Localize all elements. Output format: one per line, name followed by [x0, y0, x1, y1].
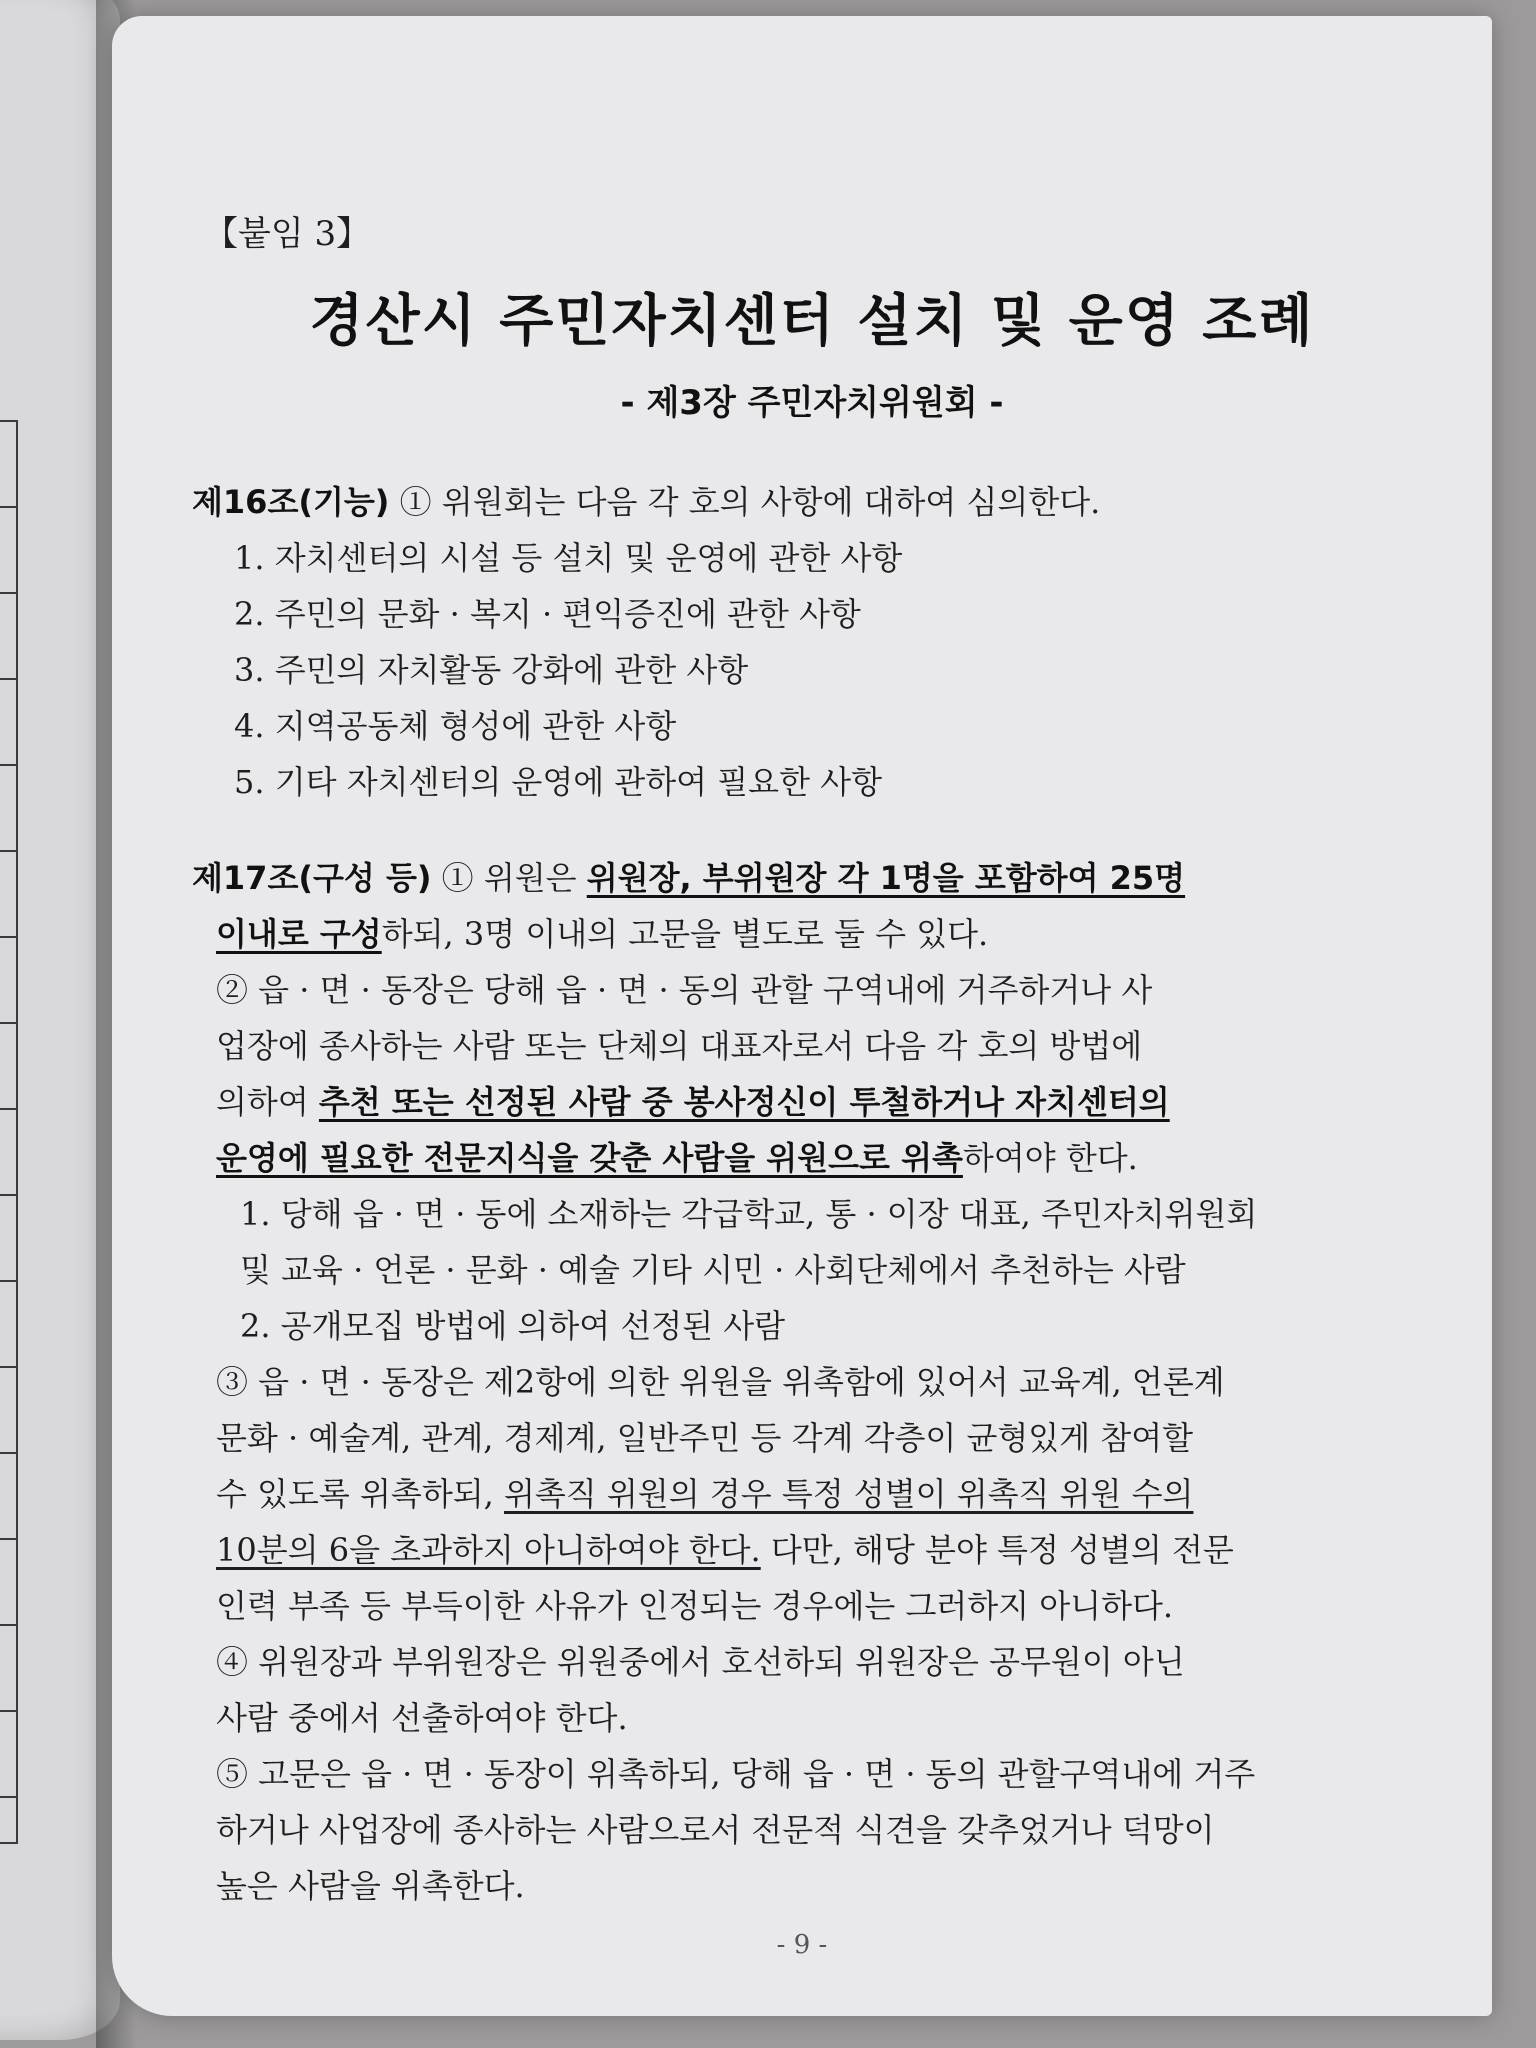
- clause-2-line: [216, 1074, 1432, 1130]
- article-16-heading: 제16조(기능): [192, 483, 390, 521]
- clause-2-emphasis: 운영에 필요한 전문지식을 갖춘 사람을 위원으로 위촉: [216, 1139, 963, 1177]
- clause-3-line: 인력 부족 등 부득이한 사유가 인정되는 경우에는 그러하지 아니하다.: [216, 1587, 1174, 1625]
- clause-4-line: 사람 중에서 선출하여야 한다.: [216, 1699, 628, 1737]
- clause-3-underline: 10분의 6을 초과하지 아니하여야 한다.: [216, 1531, 761, 1569]
- clause-5-line: ⑤ 고문은 읍 · 면 · 동장이 위촉하되, 당해 읍 · 면 · 동의 관할구역내에 거주: [216, 1755, 1256, 1793]
- clause-3-tail: 다만, 해당 분야 특정 성별의 전문: [760, 1531, 1234, 1569]
- clause-3-line: [216, 1466, 1432, 1522]
- clause-1-tail: 하되, 3명 이내의 고문을 별도로 둘 수 있다.: [381, 915, 989, 953]
- clause-2-lead: 의하여: [216, 1083, 319, 1121]
- page-subtitle: - 제3장 주민자치위원회 -: [620, 383, 1004, 423]
- attachment-label: 【붙임 3】: [204, 214, 371, 254]
- clause-3-lead: 수 있도록 위촉하되,: [216, 1475, 504, 1513]
- clause-2-item-1-cont: 및 교육 · 언론 · 문화 · 예술 기타 시민 · 사회단체에서 추천하는 사람: [240, 1251, 1186, 1289]
- page-content: [192, 206, 1432, 1914]
- article-17: [192, 850, 1432, 1914]
- article-16-text: ① 위원회는 다음 각 호의 사항에 대하여 심의한다.: [389, 483, 1101, 521]
- clause-2-emphasis: 추천 또는 선정된 사람 중 봉사정신이 투철하거나 자치센터의: [318, 1083, 1170, 1121]
- clause-4-line: ④ 위원장과 부위원장은 위원중에서 호선하되 위원장은 공무원이 아닌: [216, 1643, 1185, 1681]
- clause-5-line: 하거나 사업장에 종사하는 사람으로서 전문적 식견을 갖추었거나 덕망이: [216, 1811, 1215, 1849]
- clause-3-line: [216, 1522, 1432, 1578]
- clause-3-line: ③ 읍 · 면 · 동장은 제2항에 의한 위원을 위촉함에 있어서 교육계, 언론계: [216, 1363, 1225, 1401]
- clause-2-item-1: 1. 당해 읍 · 면 · 동에 소재하는 각급학교, 통 · 이장 대표, 주민자치위원회: [240, 1195, 1258, 1233]
- document-page: [112, 16, 1492, 2016]
- clause-1-emphasis: 이내로 구성: [216, 915, 382, 953]
- list-item: 4. 지역공동체 형성에 관한 사항: [234, 707, 677, 745]
- clause-1-emphasis: 위원장, 부위원장 각 1명을 포함하여 25명: [586, 859, 1186, 897]
- list-item: 3. 주민의 자치활동 강화에 관한 사항: [234, 651, 749, 689]
- clause-5-line: 높은 사람을 위촉한다.: [216, 1867, 525, 1905]
- clause-2-line: ② 읍 · 면 · 동장은 당해 읍 · 면 · 동의 관할 구역내에 거주하거나 사: [216, 971, 1153, 1009]
- clause-2-tail: 하여야 한다.: [962, 1139, 1138, 1177]
- article-17-line: [192, 850, 1432, 906]
- clause-1-lead: ① 위원은: [431, 859, 587, 897]
- article-17-heading: 제17조(구성 등): [192, 859, 432, 897]
- page-title: 경산시 주민자치센터 설치 및 운영 조례: [309, 289, 1315, 354]
- clause-3-underline: 위촉직 위원의 경우 특정 성별이 위촉직 위원 수의: [503, 1475, 1194, 1513]
- clause-2-item-2: 2. 공개모집 방법에 의하여 선정된 사람: [240, 1307, 786, 1345]
- list-item: 2. 주민의 문화 · 복지 · 편익증진에 관한 사항: [234, 595, 861, 633]
- clause-2-line: [216, 1130, 1432, 1186]
- article-16-lead: [192, 474, 1432, 530]
- list-item: 1. 자치센터의 시설 등 설치 및 운영에 관한 사항: [234, 539, 903, 577]
- clause-3-line: 문화 · 예술계, 관계, 경제계, 일반주민 등 각계 각층이 균형있게 참여할: [216, 1419, 1194, 1457]
- left-page-table-fragment: [0, 420, 18, 1844]
- article-17-line: [216, 906, 1432, 962]
- list-item: 5. 기타 자치센터의 운영에 관하여 필요한 사항: [234, 763, 882, 801]
- article-16: [192, 474, 1432, 810]
- page-number: - 9 -: [776, 1930, 828, 1960]
- clause-2-line: 업장에 종사하는 사람 또는 단체의 대표자로서 다음 각 호의 방법에: [216, 1027, 1143, 1065]
